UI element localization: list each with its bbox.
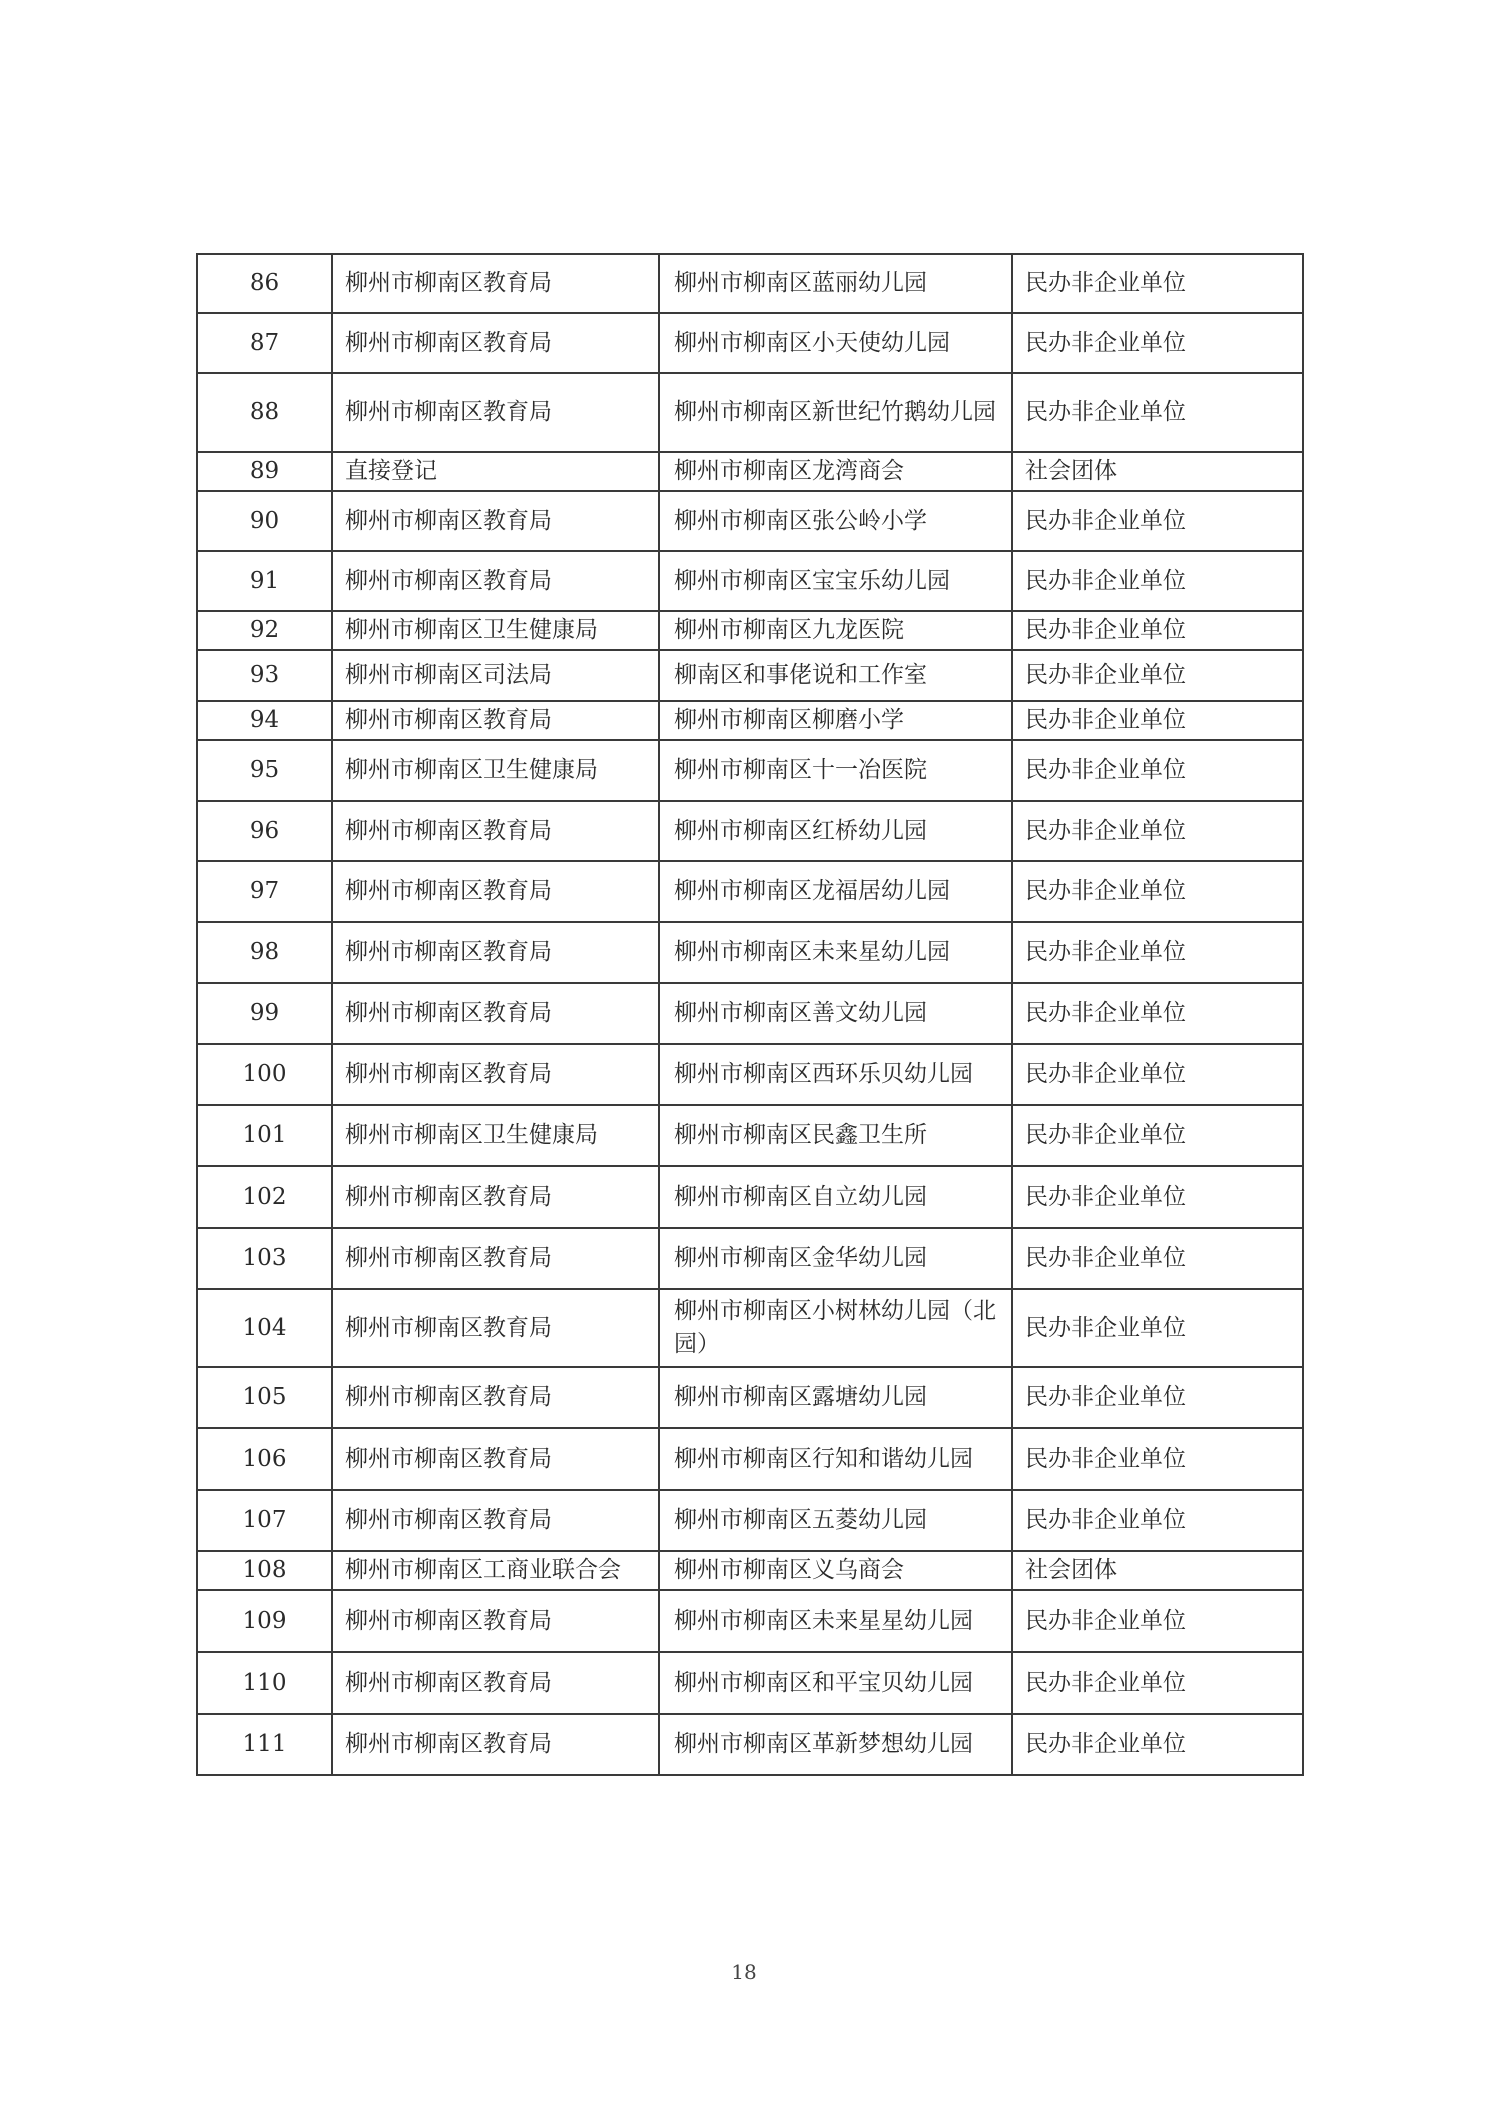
row-authority: 柳州市柳南区教育局 <box>332 551 659 611</box>
table-row <box>197 611 1303 650</box>
table-row <box>197 1044 1303 1105</box>
table-row <box>197 801 1303 861</box>
table-row <box>197 1367 1303 1428</box>
row-authority: 柳州市柳南区教育局 <box>332 1228 659 1289</box>
row-organization-type: 民办非企业单位 <box>1012 1714 1303 1775</box>
row-organization-type: 民办非企业单位 <box>1012 1044 1303 1105</box>
row-authority: 柳州市柳南区教育局 <box>332 801 659 861</box>
table-row <box>197 861 1303 922</box>
row-organization-name: 柳州市柳南区张公岭小学 <box>659 491 1012 551</box>
row-number: 111 <box>197 1714 332 1775</box>
row-authority: 柳州市柳南区教育局 <box>332 983 659 1044</box>
table-row <box>197 740 1303 801</box>
row-organization-type: 民办非企业单位 <box>1012 1590 1303 1652</box>
row-number: 89 <box>197 452 332 491</box>
row-organization-type: 民办非企业单位 <box>1012 922 1303 983</box>
row-authority: 柳州市柳南区工商业联合会 <box>332 1551 659 1590</box>
row-organization-type: 民办非企业单位 <box>1012 740 1303 801</box>
table-row <box>197 1289 1303 1367</box>
row-number: 92 <box>197 611 332 650</box>
table-row <box>197 452 1303 491</box>
row-number: 91 <box>197 551 332 611</box>
row-organization-name: 柳州市柳南区革新梦想幼儿园 <box>659 1714 1012 1775</box>
page-number: 18 <box>731 1960 757 1984</box>
row-organization-name: 柳州市柳南区小树林幼儿园（北园） <box>659 1289 1012 1367</box>
table-row <box>197 650 1303 701</box>
row-organization-type: 民办非企业单位 <box>1012 861 1303 922</box>
row-authority: 柳州市柳南区卫生健康局 <box>332 740 659 801</box>
row-number: 107 <box>197 1490 332 1551</box>
table-row <box>197 922 1303 983</box>
row-organization-name: 柳州市柳南区西环乐贝幼儿园 <box>659 1044 1012 1105</box>
row-organization-type: 民办非企业单位 <box>1012 313 1303 373</box>
table-row <box>197 1714 1303 1775</box>
row-authority: 柳州市柳南区教育局 <box>332 861 659 922</box>
table-row <box>197 1490 1303 1551</box>
row-organization-type: 民办非企业单位 <box>1012 1428 1303 1490</box>
row-organization-name: 柳州市柳南区红桥幼儿园 <box>659 801 1012 861</box>
row-organization-name: 柳南区和事佬说和工作室 <box>659 650 1012 701</box>
row-organization-name: 柳州市柳南区新世纪竹鹅幼儿园 <box>659 373 1012 452</box>
row-organization-name: 柳州市柳南区善文幼儿园 <box>659 983 1012 1044</box>
row-number: 108 <box>197 1551 332 1590</box>
row-organization-type: 民办非企业单位 <box>1012 551 1303 611</box>
row-organization-type: 民办非企业单位 <box>1012 1105 1303 1166</box>
row-number: 94 <box>197 701 332 740</box>
row-organization-type: 民办非企业单位 <box>1012 801 1303 861</box>
registration-table-wrapper <box>196 253 1302 1776</box>
row-organization-name: 柳州市柳南区九龙医院 <box>659 611 1012 650</box>
table-row <box>197 1166 1303 1228</box>
row-authority: 柳州市柳南区教育局 <box>332 1428 659 1490</box>
row-organization-name: 柳州市柳南区露塘幼儿园 <box>659 1367 1012 1428</box>
row-authority: 柳州市柳南区教育局 <box>332 1044 659 1105</box>
row-authority: 柳州市柳南区教育局 <box>332 1289 659 1367</box>
row-organization-name: 柳州市柳南区未来星星幼儿园 <box>659 1590 1012 1652</box>
table-row <box>197 254 1303 313</box>
row-organization-type: 民办非企业单位 <box>1012 1289 1303 1367</box>
row-number: 95 <box>197 740 332 801</box>
row-authority: 柳州市柳南区教育局 <box>332 1652 659 1714</box>
row-organization-type: 民办非企业单位 <box>1012 611 1303 650</box>
row-authority: 柳州市柳南区教育局 <box>332 701 659 740</box>
table-row <box>197 373 1303 452</box>
table-row <box>197 1228 1303 1289</box>
row-authority: 柳州市柳南区教育局 <box>332 313 659 373</box>
row-number: 88 <box>197 373 332 452</box>
row-organization-name: 柳州市柳南区和平宝贝幼儿园 <box>659 1652 1012 1714</box>
row-authority: 柳州市柳南区教育局 <box>332 1590 659 1652</box>
row-organization-type: 民办非企业单位 <box>1012 1228 1303 1289</box>
table-row <box>197 983 1303 1044</box>
row-number: 96 <box>197 801 332 861</box>
row-organization-name: 柳州市柳南区行知和谐幼儿园 <box>659 1428 1012 1490</box>
row-authority: 柳州市柳南区司法局 <box>332 650 659 701</box>
table-row <box>197 491 1303 551</box>
row-number: 100 <box>197 1044 332 1105</box>
row-number: 97 <box>197 861 332 922</box>
row-number: 106 <box>197 1428 332 1490</box>
row-organization-name: 柳州市柳南区自立幼儿园 <box>659 1166 1012 1228</box>
row-organization-type: 民办非企业单位 <box>1012 1490 1303 1551</box>
row-number: 104 <box>197 1289 332 1367</box>
row-organization-type: 民办非企业单位 <box>1012 1652 1303 1714</box>
row-number: 93 <box>197 650 332 701</box>
table-row <box>197 1652 1303 1714</box>
row-number: 110 <box>197 1652 332 1714</box>
row-number: 105 <box>197 1367 332 1428</box>
row-authority: 柳州市柳南区教育局 <box>332 254 659 313</box>
row-organization-name: 柳州市柳南区小天使幼儿园 <box>659 313 1012 373</box>
row-organization-name: 柳州市柳南区义乌商会 <box>659 1551 1012 1590</box>
row-organization-name: 柳州市柳南区五菱幼儿园 <box>659 1490 1012 1551</box>
table-row <box>197 1105 1303 1166</box>
row-organization-type: 民办非企业单位 <box>1012 1166 1303 1228</box>
row-organization-type: 社会团体 <box>1012 1551 1303 1590</box>
table-row <box>197 551 1303 611</box>
row-organization-type: 民办非企业单位 <box>1012 1367 1303 1428</box>
row-organization-name: 柳州市柳南区民鑫卫生所 <box>659 1105 1012 1166</box>
row-authority: 柳州市柳南区教育局 <box>332 1490 659 1551</box>
row-organization-type: 民办非企业单位 <box>1012 983 1303 1044</box>
row-number: 86 <box>197 254 332 313</box>
row-authority: 柳州市柳南区卫生健康局 <box>332 611 659 650</box>
row-number: 90 <box>197 491 332 551</box>
row-number: 103 <box>197 1228 332 1289</box>
row-organization-name: 柳州市柳南区宝宝乐幼儿园 <box>659 551 1012 611</box>
table-row <box>197 1551 1303 1590</box>
row-number: 99 <box>197 983 332 1044</box>
registration-table <box>196 253 1304 1776</box>
row-organization-name: 柳州市柳南区龙湾商会 <box>659 452 1012 491</box>
row-authority: 柳州市柳南区教育局 <box>332 1714 659 1775</box>
row-organization-type: 民办非企业单位 <box>1012 701 1303 740</box>
row-organization-type: 社会团体 <box>1012 452 1303 491</box>
table-row <box>197 701 1303 740</box>
table-row <box>197 1590 1303 1652</box>
row-number: 98 <box>197 922 332 983</box>
row-authority: 柳州市柳南区教育局 <box>332 373 659 452</box>
row-organization-type: 民办非企业单位 <box>1012 491 1303 551</box>
row-number: 101 <box>197 1105 332 1166</box>
table-row <box>197 313 1303 373</box>
row-organization-name: 柳州市柳南区龙福居幼儿园 <box>659 861 1012 922</box>
row-organization-name: 柳州市柳南区蓝丽幼儿园 <box>659 254 1012 313</box>
row-authority: 柳州市柳南区卫生健康局 <box>332 1105 659 1166</box>
row-authority: 柳州市柳南区教育局 <box>332 922 659 983</box>
row-authority: 柳州市柳南区教育局 <box>332 491 659 551</box>
row-number: 102 <box>197 1166 332 1228</box>
row-organization-name: 柳州市柳南区十一冶医院 <box>659 740 1012 801</box>
row-organization-name: 柳州市柳南区金华幼儿园 <box>659 1228 1012 1289</box>
row-authority: 直接登记 <box>332 452 659 491</box>
row-organization-type: 民办非企业单位 <box>1012 373 1303 452</box>
table-body <box>197 254 1303 1775</box>
row-number: 109 <box>197 1590 332 1652</box>
row-organization-name: 柳州市柳南区柳磨小学 <box>659 701 1012 740</box>
row-authority: 柳州市柳南区教育局 <box>332 1166 659 1228</box>
row-organization-type: 民办非企业单位 <box>1012 254 1303 313</box>
row-organization-type: 民办非企业单位 <box>1012 650 1303 701</box>
row-authority: 柳州市柳南区教育局 <box>332 1367 659 1428</box>
table-row <box>197 1428 1303 1490</box>
row-number: 87 <box>197 313 332 373</box>
row-organization-name: 柳州市柳南区未来星幼儿园 <box>659 922 1012 983</box>
